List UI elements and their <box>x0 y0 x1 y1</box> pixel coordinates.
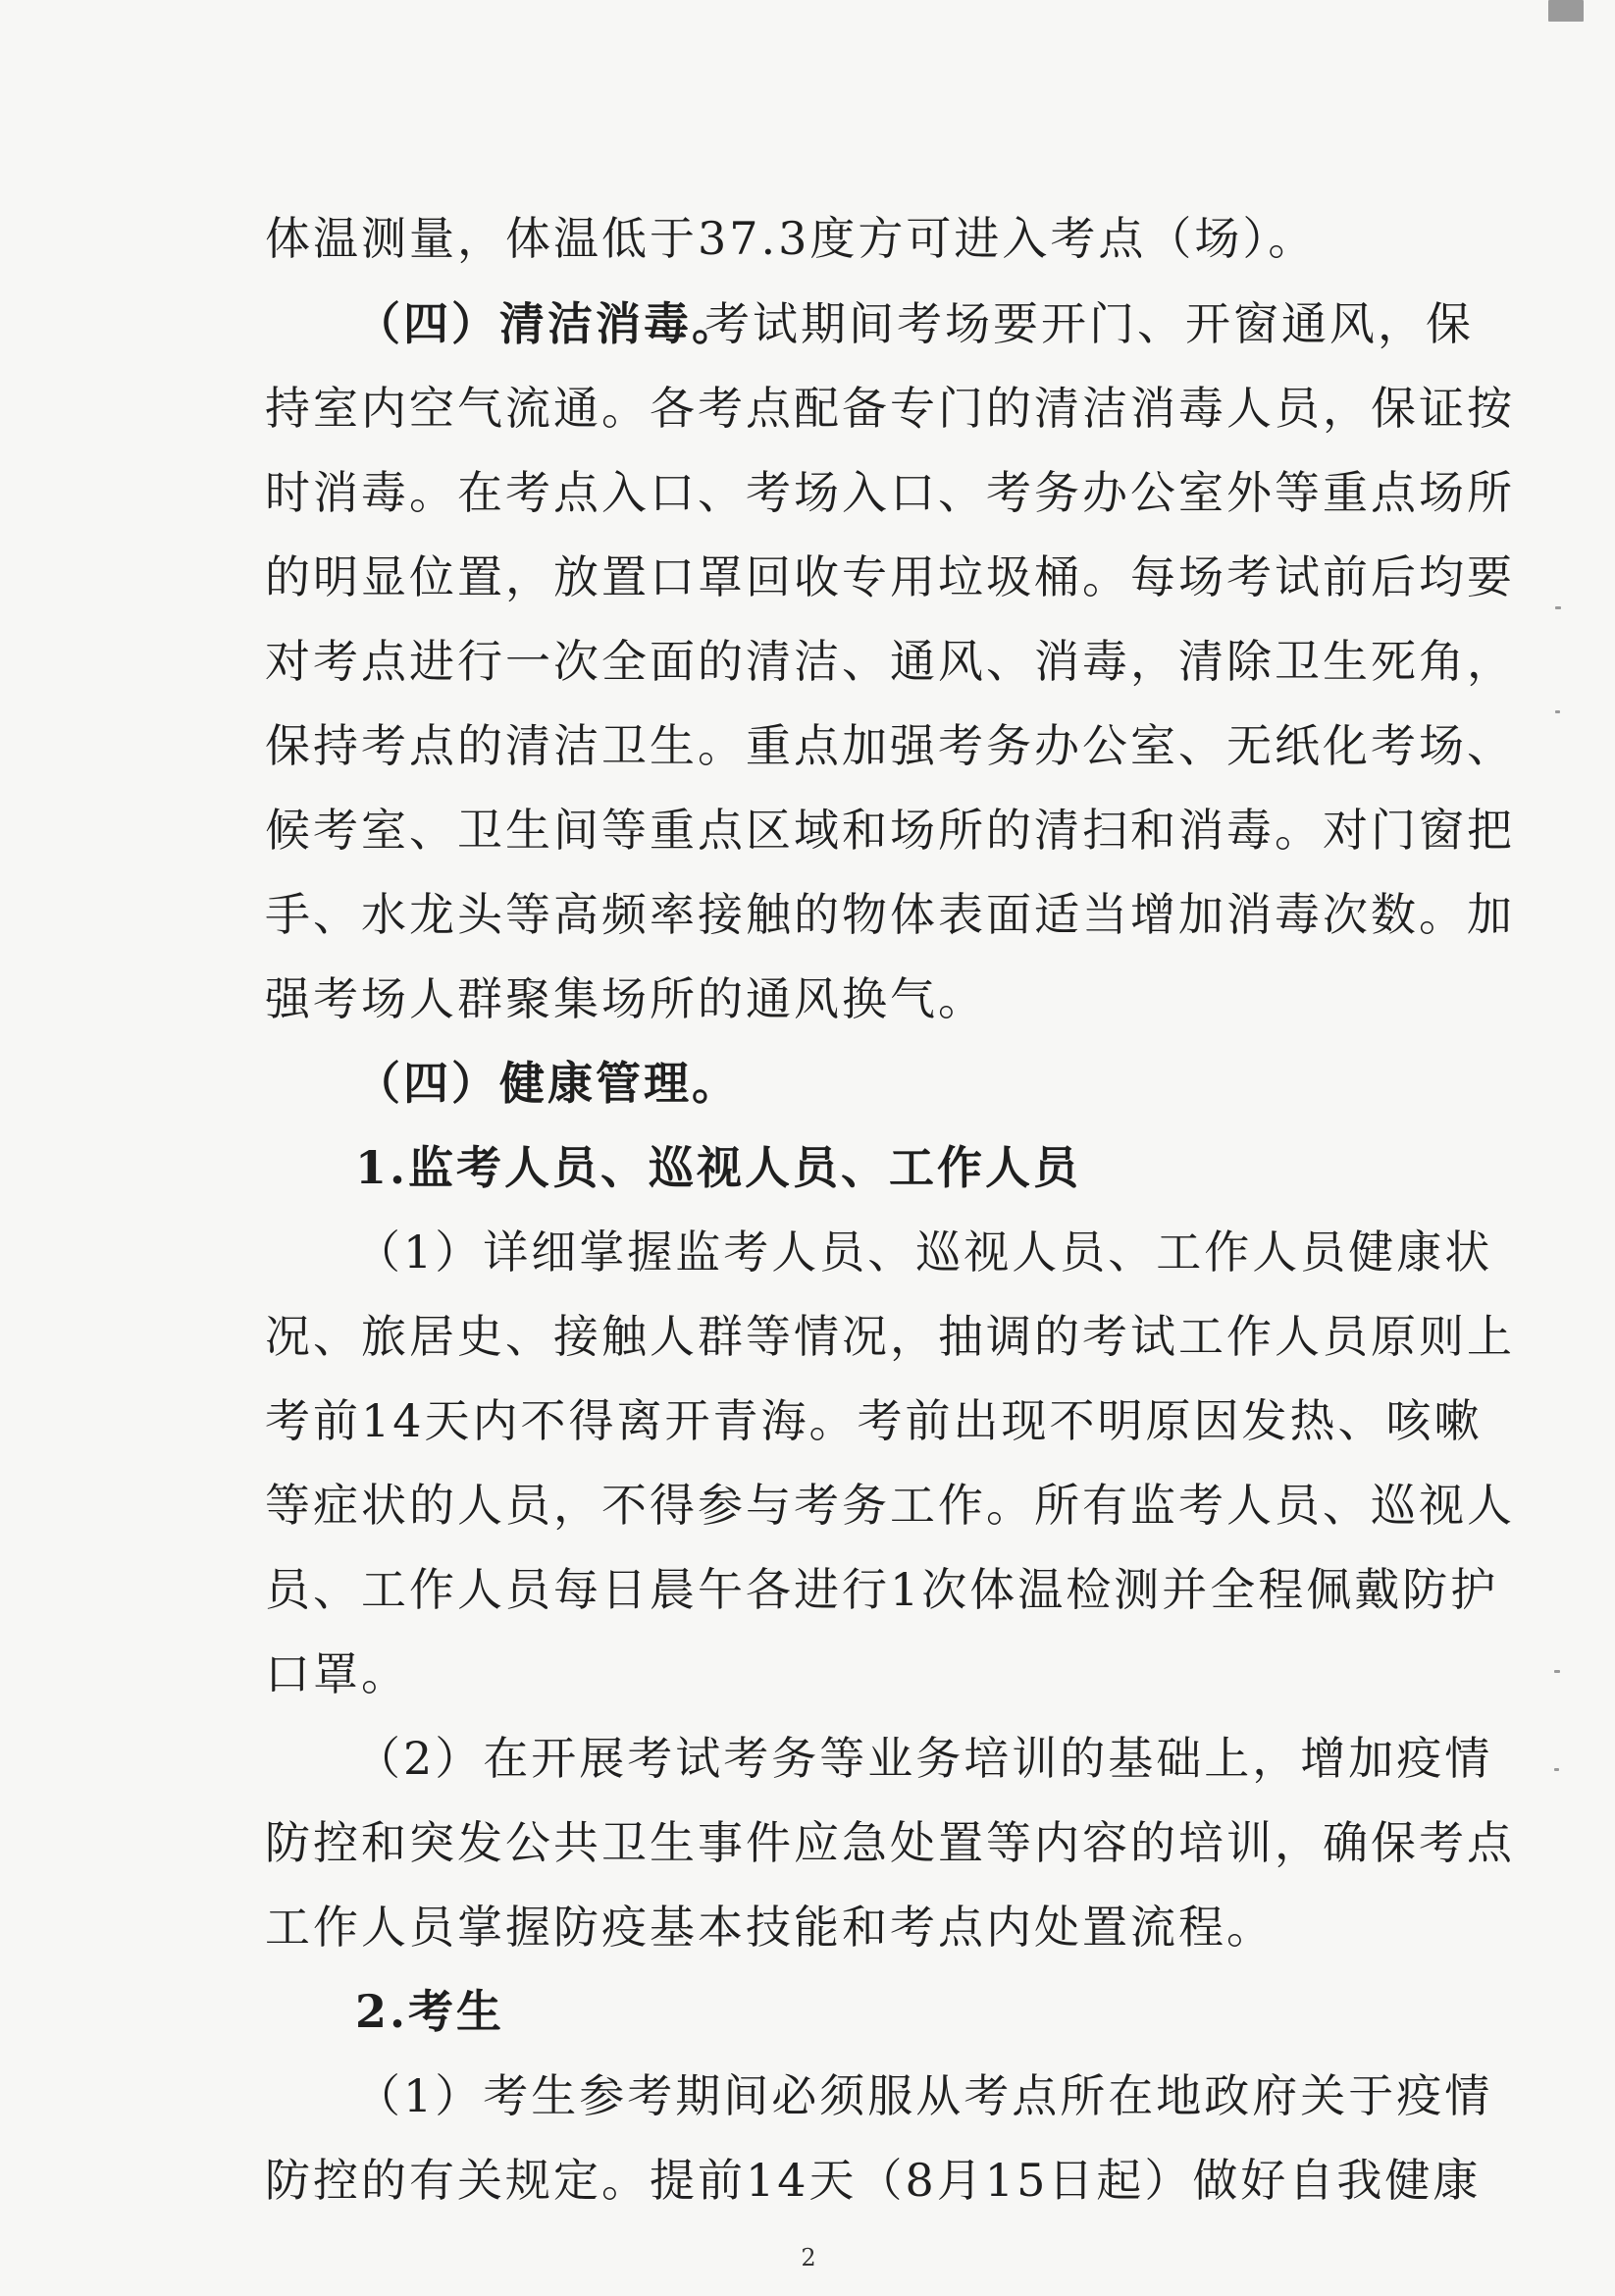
body-line-5: 的明显位置，放置口罩回收专用垃圾桶。每场考试前后均要 <box>265 550 1515 603</box>
body-line-9: 手、水龙头等高频率接触的物体表面适当增加消毒次数。加 <box>265 888 1515 941</box>
scan-mark-right-4 <box>1554 1768 1559 1771</box>
body-line-20: （1）考生参考期间必须服从考点所在地政府关于疫情 <box>355 2069 1493 2122</box>
body-line-4: 时消毒。在考点入口、考场入口、考务办公室外等重点场所 <box>265 466 1515 519</box>
scan-mark-right-3 <box>1554 1670 1560 1673</box>
body-line-15: 员、工作人员每日晨午各进行1次体温检测并全程佩戴防护 <box>265 1563 1499 1616</box>
body-line-16: 口罩。 <box>265 1647 409 1700</box>
body-line-19: 工作人员掌握防疫基本技能和考点内处置流程。 <box>265 1901 1275 1954</box>
body-line-1: 体温测量，体温低于37.3度方可进入考点（场）。 <box>265 212 1317 265</box>
body-line-2: 考试期间考场要开门、开窗通风，保 <box>704 297 1474 350</box>
body-line-21: 防控的有关规定。提前14天（8月15日起）做好自我健康 <box>265 2154 1482 2207</box>
body-line-18: 防控和突发公共卫生事件应急处置等内容的培训，确保考点 <box>265 1816 1515 1869</box>
subheading-staff: 1.监考人员、巡视人员、工作人员 <box>355 1141 1082 1194</box>
body-line-6: 对考点进行一次全面的清洁、通风、消毒，清除卫生死角， <box>265 635 1515 688</box>
scan-mark-right-2 <box>1555 710 1560 713</box>
scan-mark-right-1 <box>1555 606 1561 609</box>
body-line-3: 持室内空气流通。各考点配备专门的清洁消毒人员，保证按 <box>265 382 1515 435</box>
body-line-8: 候考室、卫生间等重点区域和场所的清扫和消毒。对门窗把 <box>265 804 1515 857</box>
subheading-candidates: 2.考生 <box>355 1985 505 2038</box>
scan-mark-top-right <box>1548 0 1584 22</box>
body-line-11: （1）详细掌握监考人员、巡视人员、工作人员健康状 <box>355 1226 1493 1278</box>
body-line-14: 等症状的人员，不得参与考务工作。所有监考人员、巡视人 <box>265 1479 1515 1532</box>
body-line-7: 保持考点的清洁卫生。重点加强考务办公室、无纸化考场、 <box>265 719 1515 772</box>
body-line-17: （2）在开展考试考务等业务培训的基础上，增加疫情 <box>355 1732 1493 1785</box>
body-line-13: 考前14天内不得离开青海。考前出现不明原因发热、咳嗽 <box>265 1394 1483 1447</box>
body-line-10: 强考场人群聚集场所的通风换气。 <box>265 972 986 1025</box>
page-number: 2 <box>801 2244 816 2271</box>
section-heading-cleaning: （四）清洁消毒。 <box>355 297 740 350</box>
body-line-12: 况、旅居史、接触人群等情况，抽调的考试工作人员原则上 <box>265 1310 1515 1363</box>
section-heading-health-management: （四）健康管理。 <box>355 1057 740 1110</box>
